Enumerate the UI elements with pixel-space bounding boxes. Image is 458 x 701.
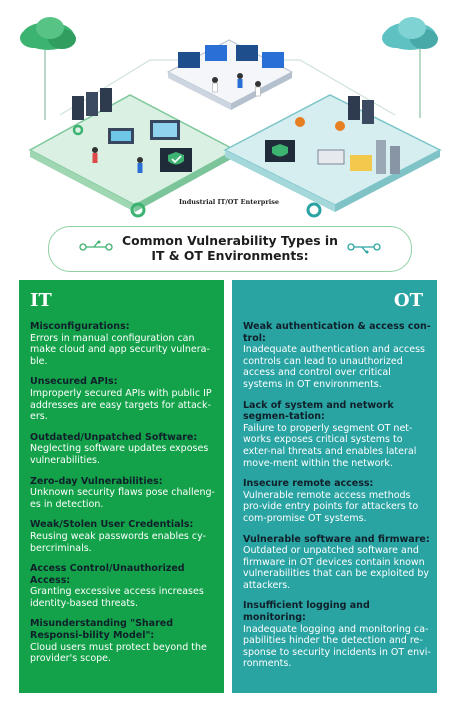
item-heading: Misconfigurations:	[30, 321, 130, 332]
item-body: Neglecting software updates exposes vulnerabilities.	[30, 443, 209, 466]
item-heading: Vulnerable software and firmware:	[243, 533, 430, 545]
it-ot-enterprise-illustration	[0, 0, 458, 222]
ot-item-weak-authentication	[243, 321, 431, 391]
item-heading: Zero-day Vulnerabilities:	[30, 475, 163, 487]
it-platform	[30, 88, 235, 216]
ot-item-logging	[243, 600, 431, 670]
cloud-icon-right	[382, 17, 438, 50]
it-item-access-control	[30, 563, 218, 609]
it-item-shared-responsibility	[30, 618, 218, 664]
ot-title: OT	[393, 290, 423, 311]
it-title: IT	[30, 290, 52, 311]
item-heading: Outdated/Unpatched Software:	[30, 431, 198, 443]
banner-title-line2: IT & OT Environments:	[151, 248, 309, 263]
item-body: Cloud users must protect beyond the provider's scope.	[30, 641, 207, 665]
item-heading: Weak authentication & access con-trol:	[243, 321, 431, 344]
banner-title	[119, 233, 341, 263]
it-item-misconfigurations	[30, 321, 218, 367]
it-item-weak-credentials	[30, 519, 218, 554]
hero-caption: Industrial IT/OT Enterprise	[178, 198, 280, 206]
item-body: Improperly secured APIs with public IP addresses are easy targets for attack-ers.	[30, 387, 212, 423]
it-item-unsecured-apis	[30, 376, 218, 422]
it-item-zero-day	[30, 476, 218, 511]
item-body: Vulnerable remote access methods pro-vide entry points for attackers to com-promise OT systems.	[243, 489, 419, 524]
item-body: Unknown security flaws pose challeng-es in detection.	[30, 487, 215, 510]
ot-items	[243, 321, 431, 679]
item-heading: Weak/Stolen User Credentials:	[30, 519, 194, 531]
item-heading: Insufficient logging and monitoring:	[243, 600, 370, 624]
circuit-icon-right	[347, 240, 381, 254]
circuit-icon-left	[79, 240, 113, 254]
enterprise-building	[168, 40, 292, 110]
item-body: Inadequate logging and monitoring ca-pabilities hinder the detection and re-sponse to security incidents in OT envi-ronments.	[243, 623, 431, 670]
item-heading: Insecure remote access:	[243, 478, 374, 490]
item-heading: Misunderstanding "Shared Responsi-bility Model":	[30, 618, 174, 642]
item-body: Outdated or unpatched software and firmware in OT devices contain known vulnerabilities that can be exploited by attackers.	[243, 545, 429, 591]
item-body: Granting excessive access increases identity-based threats.	[30, 586, 204, 609]
item-body: Inadequate authentication and access controls can lead to unauthorized access and control over critical systems in OT environments.	[243, 344, 425, 390]
item-heading: Lack of system and network segmen-tation:	[243, 399, 394, 423]
title-banner	[48, 226, 412, 272]
ot-item-vulnerable-firmware	[243, 534, 431, 592]
item-body: Reusing weak passwords enables cy-bercriminals.	[30, 530, 207, 554]
ot-item-remote-access	[243, 478, 431, 524]
item-body: Failure to properly segment OT net-works exposes critical systems to exter-nal threats and enables lateral move-ment within the network.	[243, 422, 417, 469]
item-heading: Access Control/Unauthorized Access:	[30, 563, 185, 586]
it-item-outdated-software	[30, 432, 218, 467]
cloud-icon-left	[20, 17, 76, 50]
it-items	[30, 321, 218, 674]
banner-title-line1: Common Vulnerability Types in	[122, 233, 338, 248]
hero-illustration	[0, 0, 458, 222]
item-body: Errors in manual configuration can make cloud and app security vulnera-ble.	[30, 332, 210, 367]
item-heading: Unsecured APIs:	[30, 376, 118, 388]
it-panel	[19, 280, 224, 693]
ot-panel	[232, 280, 437, 693]
ot-item-segmentation	[243, 400, 431, 470]
